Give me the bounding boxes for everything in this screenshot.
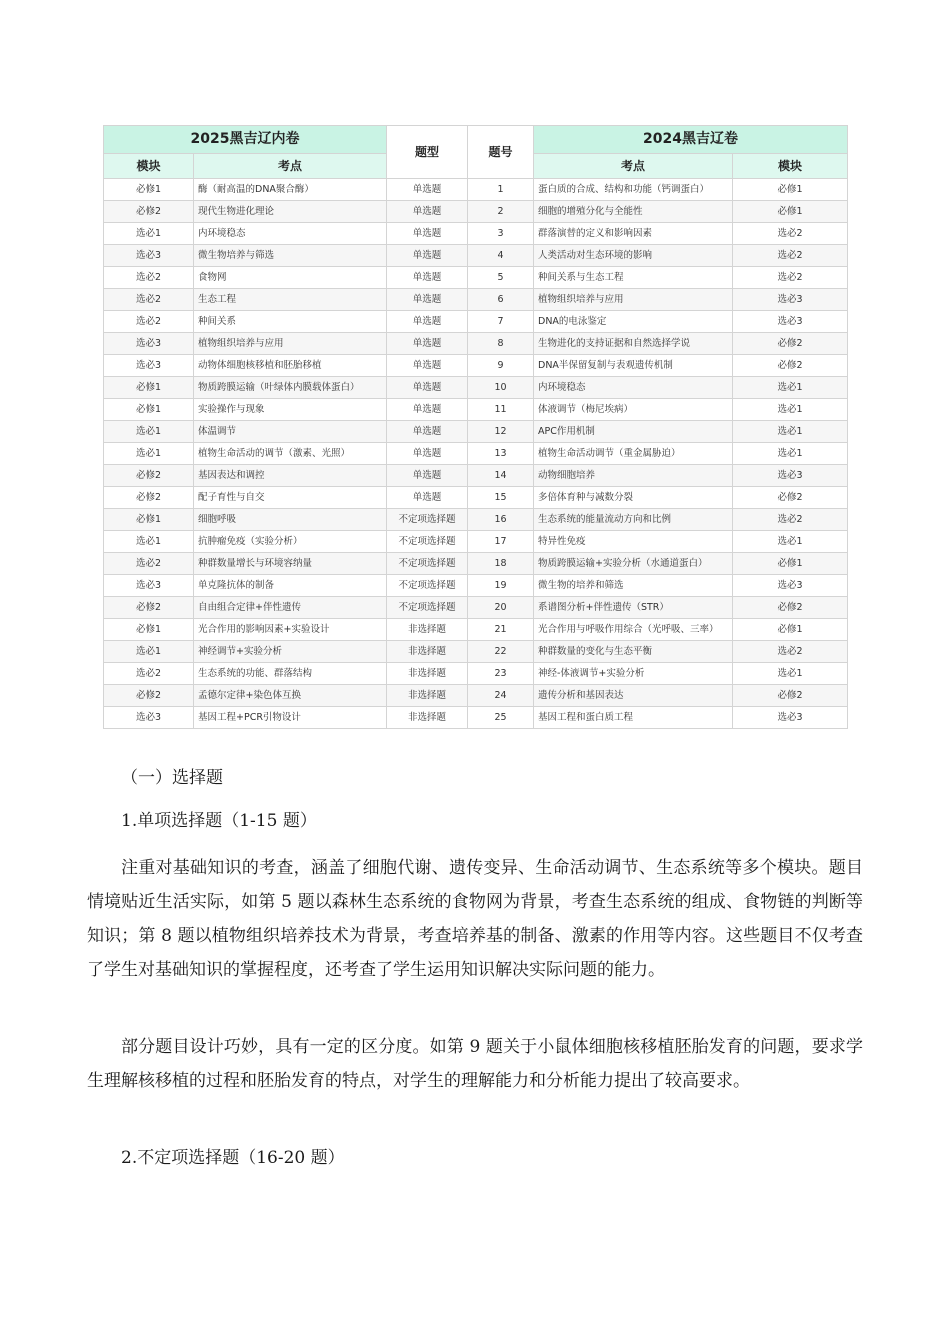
cell-module-2025: 选必1 [104, 223, 194, 245]
cell-module-2024: 必修2 [733, 355, 848, 377]
cell-question-type: 单选题 [387, 355, 468, 377]
cell-module-2025: 必修1 [104, 377, 194, 399]
cell-module-2024: 选必1 [733, 531, 848, 553]
cell-question-type: 单选题 [387, 311, 468, 333]
cell-question-number: 4 [468, 245, 534, 267]
cell-question-type: 不定项选择题 [387, 575, 468, 597]
cell-topic-2024: 蛋白质的合成、结构和功能（钙调蛋白） [534, 179, 733, 201]
cell-topic-2024: DNA的电泳鉴定 [534, 311, 733, 333]
cell-topic-2024: 细胞的增殖分化与全能性 [534, 201, 733, 223]
cell-question-type: 非选择题 [387, 641, 468, 663]
cell-module-2025: 必修2 [104, 685, 194, 707]
cell-topic-2024: 多倍体育种与减数分裂 [534, 487, 733, 509]
table-row [104, 641, 848, 663]
cell-question-number: 12 [468, 421, 534, 443]
cell-topic-2025: 神经调节+实验分析 [194, 641, 387, 663]
cell-topic-2025: 内环境稳态 [194, 223, 387, 245]
cell-topic-2024: 生物进化的支持证据和自然选择学说 [534, 333, 733, 355]
cell-question-number: 3 [468, 223, 534, 245]
cell-question-number: 16 [468, 509, 534, 531]
cell-question-number: 13 [468, 443, 534, 465]
cell-topic-2025: 酶（耐高温的DNA聚合酶） [194, 179, 387, 201]
cell-question-type: 非选择题 [387, 707, 468, 729]
table-row [104, 443, 848, 465]
cell-question-number: 5 [468, 267, 534, 289]
cell-module-2024: 必修1 [733, 619, 848, 641]
cell-topic-2025: 细胞呼吸 [194, 509, 387, 531]
cell-module-2024: 选必1 [733, 377, 848, 399]
cell-module-2024: 选必2 [733, 245, 848, 267]
cell-module-2025: 选必3 [104, 707, 194, 729]
cell-module-2024: 选必1 [733, 421, 848, 443]
cell-question-type: 非选择题 [387, 663, 468, 685]
cell-question-type: 单选题 [387, 245, 468, 267]
cell-question-number: 1 [468, 179, 534, 201]
cell-question-number: 23 [468, 663, 534, 685]
cell-topic-2024: DNA半保留复制与表观遗传机制 [534, 355, 733, 377]
cell-topic-2025: 体温调节 [194, 421, 387, 443]
cell-topic-2024: 神经-体液调节+实验分析 [534, 663, 733, 685]
cell-topic-2024: APC作用机制 [534, 421, 733, 443]
cell-topic-2024: 系谱图分析+伴性遗传（STR） [534, 597, 733, 619]
header-topic-2025: 考点 [194, 154, 387, 179]
cell-topic-2025: 食物网 [194, 267, 387, 289]
cell-module-2025: 选必3 [104, 355, 194, 377]
cell-topic-2024: 特异性免疫 [534, 531, 733, 553]
cell-module-2024: 选必2 [733, 641, 848, 663]
cell-question-number: 18 [468, 553, 534, 575]
cell-topic-2024: 种群数量的变化与生态平衡 [534, 641, 733, 663]
cell-topic-2025: 基因工程+PCR引物设计 [194, 707, 387, 729]
cell-module-2025: 选必2 [104, 663, 194, 685]
cell-module-2025: 选必2 [104, 311, 194, 333]
table-row [104, 267, 848, 289]
cell-module-2024: 选必1 [733, 443, 848, 465]
header-question-number: 题号 [468, 126, 534, 179]
cell-module-2025: 选必2 [104, 553, 194, 575]
paragraph-single-choice-overview: 注重对基础知识的考查，涵盖了细胞代谢、遗传变异、生命活动调节、生态系统等多个模块。题目情境贴近生活实际，如第 5 题以森林生态系统的食物网为背景，考查生态系统的组成、食物链的判断等知识；第 8 题以植物组织培养技术为背景，考查培养基的制备、激素的作用等内容。这些题目不仅考查了学生对基础知识的掌握程度，还考查了学生运用知识解决实际问题的能力。 [87, 858, 863, 980]
table-body [104, 179, 848, 729]
cell-topic-2025: 种间关系 [194, 311, 387, 333]
cell-question-type: 不定项选择题 [387, 597, 468, 619]
cell-module-2025: 选必1 [104, 641, 194, 663]
cell-module-2025: 必修2 [104, 487, 194, 509]
cell-topic-2025: 动物体细胞核移植和胚胎移植 [194, 355, 387, 377]
cell-topic-2025: 光合作用的影响因素+实验设计 [194, 619, 387, 641]
cell-question-number: 8 [468, 333, 534, 355]
header-question-type: 题型 [387, 126, 468, 179]
cell-module-2025: 选必2 [104, 289, 194, 311]
cell-question-type: 单选题 [387, 377, 468, 399]
cell-module-2025: 必修2 [104, 465, 194, 487]
section-heading: （一）选择题 [121, 768, 223, 788]
cell-module-2024: 选必3 [733, 465, 848, 487]
cell-topic-2024: 遗传分析和基因表达 [534, 685, 733, 707]
table-row [104, 575, 848, 597]
cell-topic-2025: 种群数量增长与环境容纳量 [194, 553, 387, 575]
cell-question-number: 14 [468, 465, 534, 487]
cell-module-2024: 必修2 [733, 685, 848, 707]
table-row [104, 487, 848, 509]
cell-module-2024: 选必1 [733, 399, 848, 421]
table-row [104, 685, 848, 707]
cell-topic-2025: 微生物培养与筛选 [194, 245, 387, 267]
cell-question-number: 24 [468, 685, 534, 707]
cell-module-2025: 必修2 [104, 597, 194, 619]
cell-question-type: 单选题 [387, 201, 468, 223]
cell-module-2025: 必修2 [104, 201, 194, 223]
cell-topic-2025: 生态工程 [194, 289, 387, 311]
cell-question-number: 20 [468, 597, 534, 619]
comparison-table [103, 125, 848, 729]
cell-module-2024: 选必2 [733, 267, 848, 289]
cell-module-2025: 选必3 [104, 245, 194, 267]
cell-question-number: 21 [468, 619, 534, 641]
table-row [104, 509, 848, 531]
cell-topic-2025: 基因表达和调控 [194, 465, 387, 487]
cell-module-2024: 必修2 [733, 597, 848, 619]
cell-topic-2025: 单克隆抗体的制备 [194, 575, 387, 597]
table-row [104, 333, 848, 355]
cell-question-type: 单选题 [387, 289, 468, 311]
table-row [104, 399, 848, 421]
cell-question-number: 19 [468, 575, 534, 597]
cell-topic-2024: 动物细胞培养 [534, 465, 733, 487]
table-row [104, 465, 848, 487]
subsection-heading-single-choice: 1.单项选择题（1-15 题） [121, 811, 317, 831]
header-module-2024: 模块 [733, 154, 848, 179]
cell-question-number: 25 [468, 707, 534, 729]
table-row [104, 597, 848, 619]
cell-module-2025: 选必2 [104, 267, 194, 289]
table-row [104, 223, 848, 245]
table-row [104, 663, 848, 685]
cell-module-2024: 选必2 [733, 223, 848, 245]
cell-topic-2024: 微生物的培养和筛选 [534, 575, 733, 597]
cell-topic-2024: 人类活动对生态环境的影响 [534, 245, 733, 267]
cell-topic-2025: 自由组合定律+伴性遗传 [194, 597, 387, 619]
cell-module-2025: 选必1 [104, 531, 194, 553]
table-row [104, 355, 848, 377]
table-row [104, 553, 848, 575]
cell-topic-2025: 植物组织培养与应用 [194, 333, 387, 355]
cell-question-type: 单选题 [387, 179, 468, 201]
table-row [104, 245, 848, 267]
cell-question-number: 22 [468, 641, 534, 663]
cell-topic-2025: 孟德尔定律+染色体互换 [194, 685, 387, 707]
cell-topic-2025: 物质跨膜运输（叶绿体内膜载体蛋白） [194, 377, 387, 399]
cell-module-2025: 选必3 [104, 333, 194, 355]
cell-question-number: 9 [468, 355, 534, 377]
cell-topic-2024: 群落演替的定义和影响因素 [534, 223, 733, 245]
cell-question-type: 单选题 [387, 267, 468, 289]
cell-module-2024: 必修2 [733, 333, 848, 355]
table-title-2025: 2025黑吉辽内卷 [104, 126, 387, 154]
cell-module-2025: 必修1 [104, 399, 194, 421]
cell-module-2024: 选必3 [733, 707, 848, 729]
cell-question-type: 单选题 [387, 399, 468, 421]
cell-topic-2024: 基因工程和蛋白质工程 [534, 707, 733, 729]
cell-module-2024: 必修1 [733, 179, 848, 201]
table-row [104, 311, 848, 333]
table-row [104, 619, 848, 641]
paragraph-single-choice-difficulty: 部分题目设计巧妙，具有一定的区分度。如第 9 题关于小鼠体细胞核移植胚胎发育的问题，要求学生理解核移植的过程和胚胎发育的特点，对学生的理解能力和分析能力提出了较高要求。 [87, 1037, 863, 1091]
cell-module-2024: 必修1 [733, 553, 848, 575]
cell-module-2025: 选必1 [104, 443, 194, 465]
cell-module-2024: 选必3 [733, 289, 848, 311]
cell-module-2025: 必修1 [104, 179, 194, 201]
cell-question-type: 单选题 [387, 465, 468, 487]
cell-topic-2024: 种间关系与生态工程 [534, 267, 733, 289]
cell-question-type: 非选择题 [387, 685, 468, 707]
cell-topic-2024: 物质跨膜运输+实验分析（水通道蛋白） [534, 553, 733, 575]
cell-topic-2024: 植物生命活动调节（重金属胁迫） [534, 443, 733, 465]
table-row [104, 377, 848, 399]
cell-module-2024: 选必1 [733, 663, 848, 685]
cell-question-number: 11 [468, 399, 534, 421]
table-title-2024: 2024黑吉辽卷 [534, 126, 848, 154]
cell-module-2024: 选必2 [733, 509, 848, 531]
cell-question-type: 不定项选择题 [387, 509, 468, 531]
cell-question-type: 不定项选择题 [387, 553, 468, 575]
cell-question-number: 6 [468, 289, 534, 311]
header-module-2025: 模块 [104, 154, 194, 179]
cell-question-number: 2 [468, 201, 534, 223]
cell-topic-2025: 配子育性与自交 [194, 487, 387, 509]
table-row [104, 289, 848, 311]
cell-topic-2025: 现代生物进化理论 [194, 201, 387, 223]
subsection-heading-multiple-choice: 2.不定项选择题（16-20 题） [121, 1148, 345, 1168]
cell-topic-2024: 光合作用与呼吸作用综合（光呼吸、三率） [534, 619, 733, 641]
cell-question-type: 单选题 [387, 487, 468, 509]
cell-question-type: 单选题 [387, 223, 468, 245]
cell-module-2025: 必修1 [104, 619, 194, 641]
cell-module-2024: 选必3 [733, 575, 848, 597]
table-row [104, 421, 848, 443]
table-row [104, 707, 848, 729]
cell-module-2025: 必修1 [104, 509, 194, 531]
cell-question-type: 非选择题 [387, 619, 468, 641]
cell-question-number: 17 [468, 531, 534, 553]
cell-topic-2025: 抗肿瘤免疫（实验分析） [194, 531, 387, 553]
cell-question-type: 单选题 [387, 443, 468, 465]
cell-question-type: 不定项选择题 [387, 531, 468, 553]
cell-topic-2024: 体液调节（梅尼埃病） [534, 399, 733, 421]
header-topic-2024: 考点 [534, 154, 733, 179]
cell-topic-2025: 生态系统的功能、群落结构 [194, 663, 387, 685]
cell-topic-2024: 生态系统的能量流动方向和比例 [534, 509, 733, 531]
cell-topic-2025: 植物生命活动的调节（激素、光照） [194, 443, 387, 465]
table-row [104, 531, 848, 553]
cell-topic-2024: 植物组织培养与应用 [534, 289, 733, 311]
cell-topic-2025: 实验操作与现象 [194, 399, 387, 421]
table-row [104, 201, 848, 223]
cell-topic-2024: 内环境稳态 [534, 377, 733, 399]
cell-question-type: 单选题 [387, 333, 468, 355]
cell-module-2024: 必修2 [733, 487, 848, 509]
cell-module-2025: 选必1 [104, 421, 194, 443]
cell-question-number: 7 [468, 311, 534, 333]
cell-question-number: 15 [468, 487, 534, 509]
cell-question-number: 10 [468, 377, 534, 399]
cell-module-2025: 选必3 [104, 575, 194, 597]
table-row [104, 179, 848, 201]
cell-question-type: 单选题 [387, 421, 468, 443]
cell-module-2024: 必修1 [733, 201, 848, 223]
cell-module-2024: 选必3 [733, 311, 848, 333]
